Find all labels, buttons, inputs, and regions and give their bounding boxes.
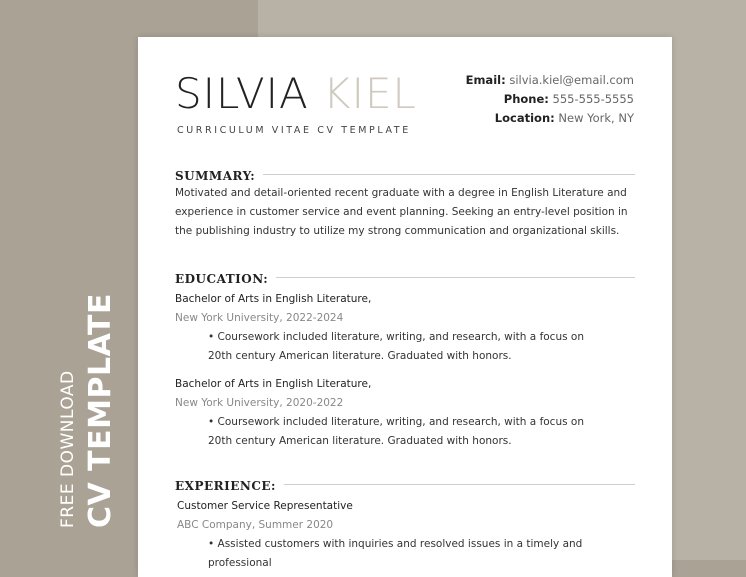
education-title: EDUCATION: (175, 272, 276, 286)
last-name: KIEL (323, 69, 417, 118)
location-label: Location: (494, 111, 555, 125)
summary-heading (175, 165, 635, 181)
first-name: SILVIA (175, 69, 309, 118)
experience-role-1: Customer Service Representative (177, 500, 353, 512)
phone-label: Phone: (503, 92, 549, 106)
side-banner-small-text: FREE DOWNLOAD (58, 370, 78, 528)
education-degree-1: Bachelor of Arts in English Literature, (175, 293, 372, 305)
contact-block (466, 71, 634, 128)
education-school-1: New York University, 2022-2024 (175, 312, 344, 324)
contact-phone-row (466, 90, 634, 109)
phone-value: 555-555-5555 (552, 92, 634, 106)
summary-text: Motivated and detail-oriented recent graduate with a degree in English Literature and experience in customer service and event planning. Seeking an entry-level position in the publishing industry to utilize my strong communication and organizational skills. (175, 187, 628, 237)
education-degree-2: Bachelor of Arts in English Literature, (175, 378, 372, 390)
experience-heading (175, 475, 635, 491)
email-label: Email: (465, 73, 506, 87)
summary-title: SUMMARY: (175, 169, 263, 183)
resume-paper (138, 37, 672, 577)
education-bullet-2: • Coursework included literature, writing, and research, with a focus on 20th century American literature. Graduated with honors. (208, 416, 585, 447)
resume-subtitle: CURRICULUM VITAE CV TEMPLATE (177, 125, 411, 136)
resume-name (175, 69, 417, 119)
location-value: New York, NY (558, 111, 634, 125)
experience-company-1: ABC Company, Summer 2020 (177, 519, 334, 531)
education-school-2: New York University, 2020-2022 (175, 397, 344, 409)
contact-location-row (466, 109, 634, 128)
education-heading (175, 268, 635, 284)
email-value: silvia.kiel@email.com (509, 73, 634, 87)
side-banner (58, 293, 118, 528)
contact-email-row (466, 71, 634, 90)
experience-bullet-1: • Assisted customers with inquiries and resolved issues in a timely and professional (208, 538, 583, 569)
side-banner-big-text: CV TEMPLATE (83, 293, 118, 528)
education-bullet-1: • Coursework included literature, writing, and research, with a focus on 20th century American literature. Graduated with honors. (208, 331, 585, 362)
experience-title: EXPERIENCE: (175, 479, 284, 493)
